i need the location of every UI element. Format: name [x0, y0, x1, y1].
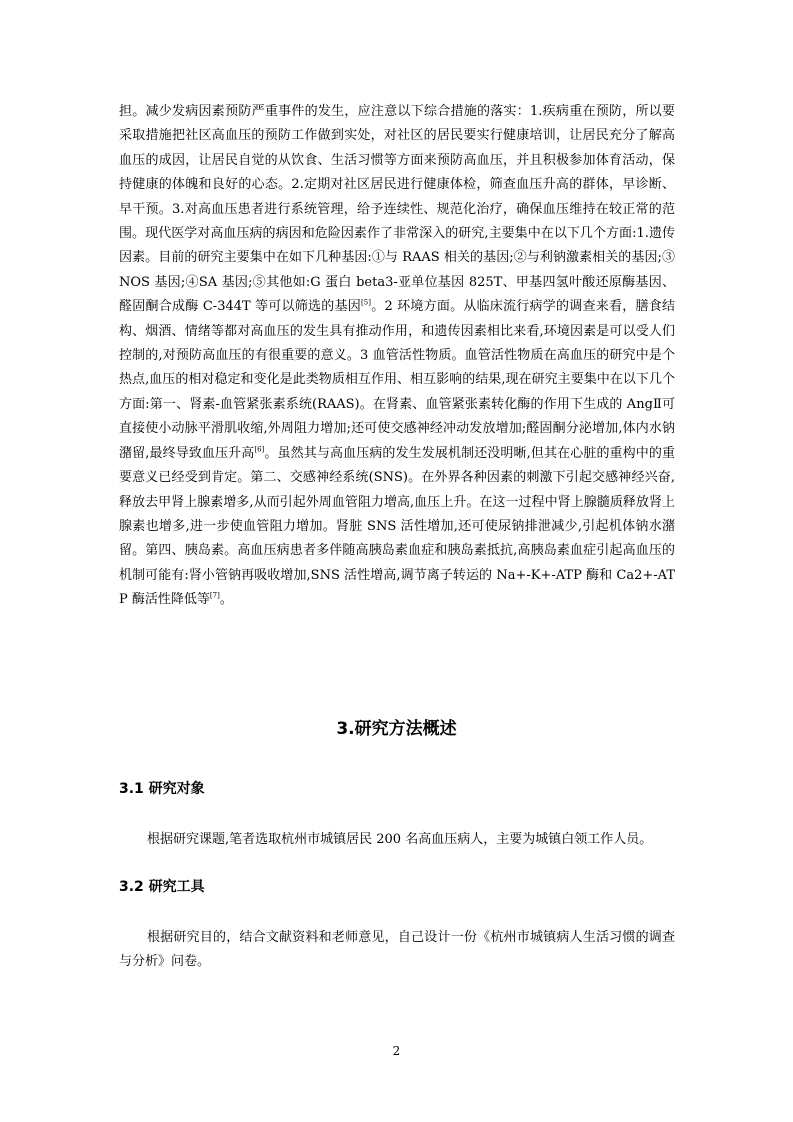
citation-6: [6] — [254, 445, 265, 454]
subsection-heading-research-tools: 3.2 研究工具 — [119, 879, 205, 895]
citation-7: [7] — [209, 591, 220, 600]
research-subjects-paragraph: 根据研究课题,笔者选取杭州市城镇居民 200 名高血压病人，主要为城镇白领工作人员。 — [147, 832, 653, 847]
paragraph-text-part-3: 。虽然其与高血压病的发生发展机制还没明晰,但其在心脏的重构中的重要意义已经受到肯定。第二、交感神经系统(SNS)。在外界各种因素的刺激下引起交感神经兴奋,释放去甲肾上腺素增多,从而引起外周血管阻力增高,血压上升。在这一过程中肾上腺髓质释放肾上腺素也增多,进一步使血管阻力增加。肾脏 SNS 活性增加,还可使尿钠排泄减少,引起机体钠水潴留。第四、胰岛素。高血压病患者多伴随高胰岛素血症和胰岛素抵抗,高胰岛素血症引起高血压的机制可能有:肾小管钠再吸收增加,SNS 活性增高,调节离子转运的 Na+-K+-ATP 酶和 Ca2+-ATP 酶活性降低等 — [119, 445, 675, 608]
paragraph-text-part-2: 。2 环境方面。从临床流行病学的调查来看，膳食结构、烟酒、情绪等都对高血压的发生具有推动作用，和遗传因素相比来看,环境因素是可以受人们控制的,对预防高血压的有很重要的意义。3 血管活性物质。血管活性物质在高血压的研究中是个热点,血压的相对稳定和变化是此类物质相互作用、相互影响的结果,现在研究主要集中在以下几个方面:第一、肾素-血管紧张素系统(RAAS)。在肾素、血管紧张素转化酶的作用下生成的 AngⅡ可直接使小动脉平滑肌收缩,外周阻力增加;还可使交感神经冲动发放增加;醛固酮分泌增加,体内水钠潴留,最终导致血压升高 — [119, 299, 676, 461]
subsection-heading-research-subjects: 3.1 研究对象 — [119, 781, 205, 797]
paragraph-text-part-4: 。 — [219, 592, 233, 608]
section-heading: 3.研究方法概述 — [336, 719, 457, 739]
paragraph-text-part-1: 担。减少发病因素预防严重事件的发生，应注意以下综合措施的落实：1.疾病重在预防，所以要采取措施把社区高血压的预防工作做到实处，对社区的居民要实行健康培训，让居民充分了解高血压的成因，让居民自觉的从饮食、生活习惯等方面来预防高血压，并且积极参加体育活动，保持健康的体魄和良好的心态。2.定期对社区居民进行健康体检，筛查血压升高的群体，早诊断、早干预。3.对高血压患者进行系统管理，给予连续性、规范化治疗，确保血压维持在较正常的范围。现代医学对高血压病的病因和危险因素作了非常深入的研究,主要集中在以下几个方面:1.遗传因素。目前的研究主要集中在如下几种基因:①与 RAAS 相关的基因;②与利钠激素相关的基因;③NOS 基因;④SA 基因;⑤其他如:G 蛋白 beta3-亚单位基因 825T、甲基四氢叶酸还原酶基因、醛固酮合成酶 C-344T 等可以筛选的基因 — [119, 104, 675, 315]
page-number: 2 — [392, 1044, 401, 1058]
body-paragraph — [119, 100, 675, 613]
research-tools-paragraph: 根据研究目的，结合文献资料和老师意见，自己设计一份《杭州市城镇病人生活习惯的调查与分析》问卷。 — [119, 930, 675, 970]
citation-5: [5] — [361, 298, 371, 307]
